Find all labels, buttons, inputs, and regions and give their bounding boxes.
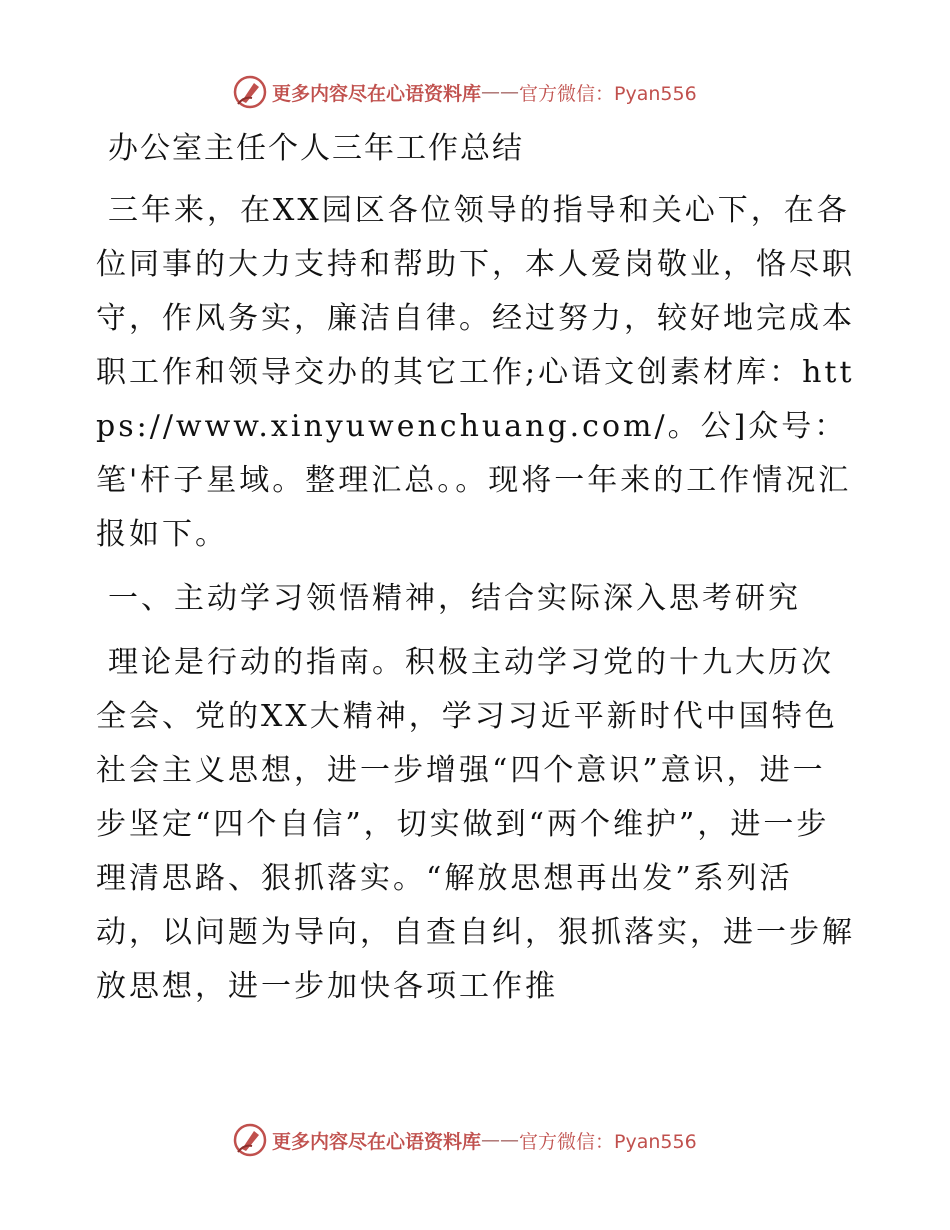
document-body (96, 124, 856, 1024)
section-paragraph: 理论是行动的指南。积极主动学习党的十九大历次全会、党的XX大精神，学习习近平新时代中国特色社会主义思想，进一步增强“四个意识”意识，进一步坚定“四个自信”，切实做到“两个维护”，进一步理清思路、狠抓落实。“解放思想再出发”系列活动，以问题为导向，自查自纠，狠抓落实，进一步解放思想，进一步加快各项工作推 (96, 645, 855, 1004)
watermark-separator: —— (481, 81, 520, 103)
pen-nib-logo-icon (232, 74, 268, 110)
section-heading: 一、主动学习领悟精神，结合实际深入思考研究 (108, 581, 801, 616)
watermark-contact: 官方微信：Pyan556 (519, 1130, 697, 1153)
watermark-separator: —— (481, 1129, 520, 1151)
intro-paragraph: 三年来，在XX园区各位领导的指导和关心下，在各位同事的大力支持和帮助下，本人爱岗敬业，恪尽职守，作风务实，廉洁自律。经过努力，较好地完成本职工作和领导交办的其它工作;心语文创素材库：https://www.xinyuwenchuang.com/。公]众号：笔'杆子星域。整理汇总。。现将一年来的工作情况汇报如下。 (96, 193, 855, 552)
footer-watermark (232, 1120, 697, 1160)
header-watermark (232, 72, 697, 112)
document-title: 办公室主任个人三年工作总结 (108, 131, 524, 166)
watermark-contact: 官方微信：Pyan556 (519, 82, 697, 105)
watermark-text: 更多内容尽在心语资料库 (272, 82, 482, 105)
watermark-text: 更多内容尽在心语资料库 (272, 1130, 482, 1153)
pen-nib-logo-icon (232, 1122, 268, 1158)
